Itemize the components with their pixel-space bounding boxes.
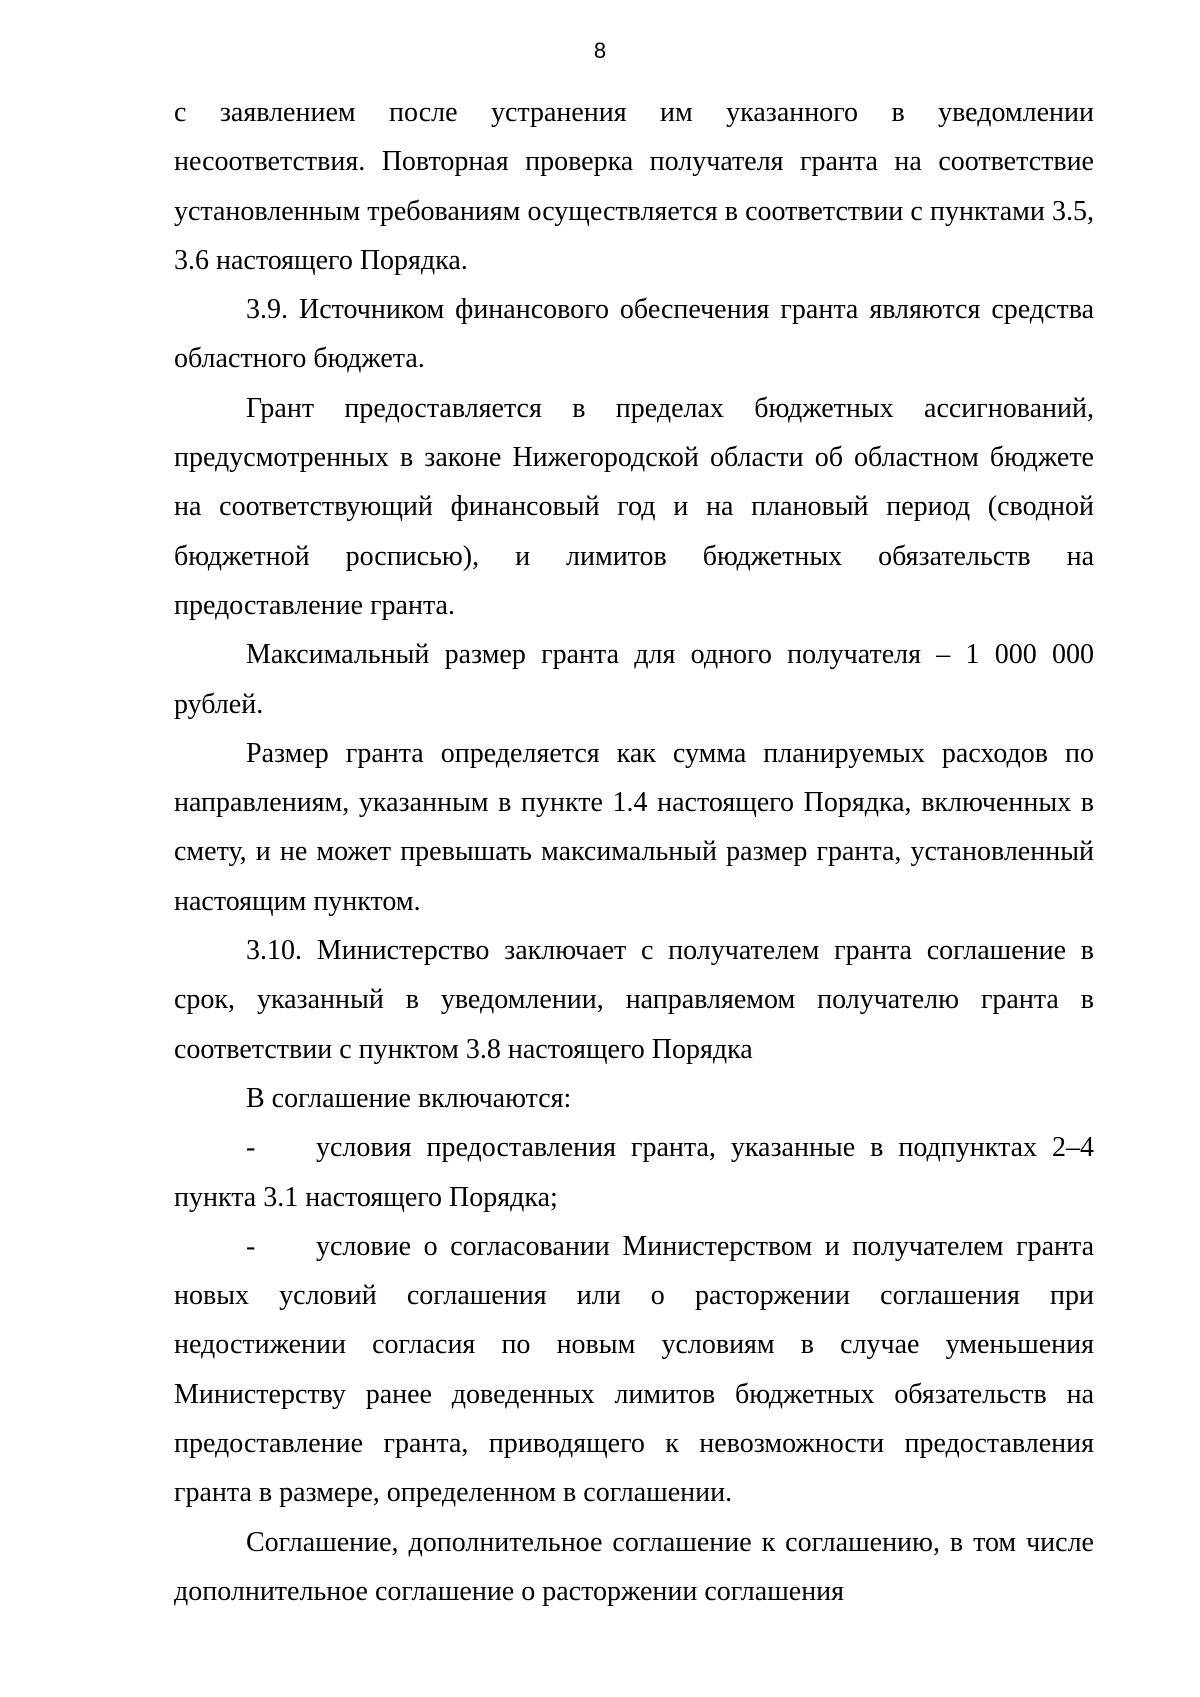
list-item	[174, 1222, 1094, 1518]
paragraph-agreement-includes: В соглашение включаются:	[246, 1082, 572, 1114]
paragraph-3-10: 3.10. Министерство заключает с получателем гранта соглашение в срок, указанный в уведомлении, направляемом получателю гранта в соответствии с пунктом 3.8 настоящего Порядка	[174, 935, 1094, 1065]
paragraph-3-9: 3.9. Источником финансового обеспечения гранта являются средства областного бюджета.	[174, 294, 1094, 375]
dash-marker: -	[246, 1132, 256, 1164]
page-number: 8	[593, 38, 607, 63]
paragraph-max-grant: Максимальный размер гранта для одного получателя – 1 000 000 рублей.	[174, 639, 1094, 720]
document-body	[174, 88, 1094, 1616]
paragraph-continuation: с заявлением после устранения им указанного в уведомлении несоответствия. Повторная проверка получателя гранта на соответствие установленным требованиям осуществляется в соответствии с пунктами 3.5, 3.6 настоящего Порядка.	[174, 97, 1094, 276]
paragraph-agreement-closing: Соглашение, дополнительное соглашение к соглашению, в том числе дополнительное соглашение о расторжении соглашения	[174, 1526, 1094, 1607]
paragraph-grant-size: Размер гранта определяется как сумма планируемых расходов по направлениям, указанным в пункте 1.4 настоящего Порядка, включенных в смету, и не может превышать максимальный размер гранта, установленный настоящим пунктом.	[174, 737, 1094, 917]
paragraph-grant-limits: Грант предоставляется в пределах бюджетных ассигнований, предусмотренных в законе Нижегородской области об областном бюджете на соответствующий финансовый год и на плановый период (сводной бюджетной росписью), и лимитов бюджетных обязательств на предоставление гранта.	[174, 392, 1094, 621]
dash-marker: -	[246, 1230, 256, 1262]
list-item-text: условие о согласовании Министерством и получателем гранта новых условий соглашения или о расторжении соглашения при недостижении согласия по новым условиям в случае уменьшения Министерству ранее доведенных лимитов бюджетных обязательств на предоставление гранта, приводящего к невозможности предоставления гранта в размере, определенном в соглашении.	[174, 1230, 1094, 1509]
list-item-text: условия предоставления гранта, указанные в подпунктах 2–4 пункта 3.1 настоящего Порядка;	[174, 1132, 1094, 1213]
list-item	[174, 1123, 1094, 1222]
